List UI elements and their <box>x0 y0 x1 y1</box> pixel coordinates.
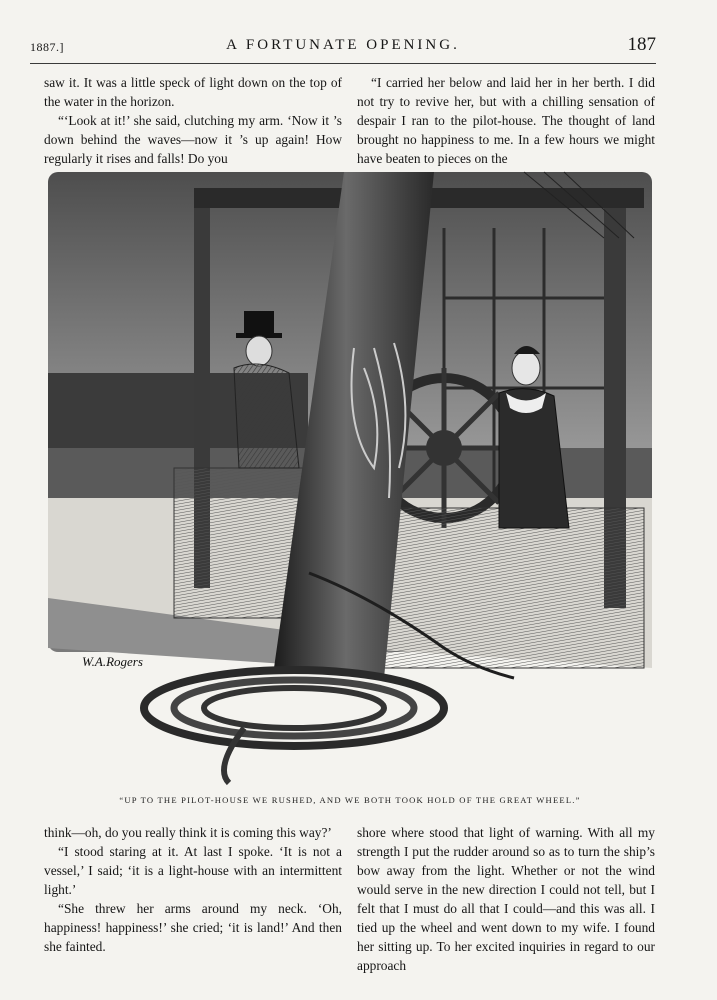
paragraph: “She threw her arms around my neck. ‘Oh, happiness! happiness!’ she cried; ‘it is land!’ And then she fainted. <box>44 901 342 954</box>
illustration-caption: “UP TO THE PILOT-HOUSE WE RUSHED, AND WE BOTH TOOK HOLD OF THE GREAT WHEEL.” <box>119 795 581 805</box>
paragraph: “‘Look at it!’ she said, clutching my arm. ‘Now it ’s down behind the waves—now it ’s up again! How regularly it rises and falls! Do you <box>44 113 342 166</box>
page-number: 187 <box>627 34 656 55</box>
paragraph: “I stood staring at it. At last I spoke. ‘It is not a vessel,’ I said; ‘it is a light-house with an intermittent light.’ <box>44 844 342 897</box>
coiled-rope <box>144 670 444 783</box>
illustration-pilot-house <box>44 168 656 788</box>
paragraph: think—oh, do you really think it is coming this way?’ <box>44 825 332 840</box>
text-column-bottom-left <box>44 823 342 956</box>
header-rule <box>30 63 656 64</box>
wall-panel <box>374 508 644 668</box>
running-header <box>30 34 656 64</box>
artist-signature: W.A.Rogers <box>82 654 143 669</box>
paragraph: saw it. It was a little speck of light down on the top of the water in the horizon. <box>44 75 342 109</box>
header-title: A FORTUNATE OPENING. <box>226 37 460 53</box>
paragraph: shore where stood that light of warning. With all my strength I put the rudder around so as to turn the ship’s bow away from the light. Whether or not the wind would serve in the new direction I could not tell, but I felt that I must do all that I could—and this was all. I tied up the wheel and went down to my wife. I found her sitting up. To her excited inquiries in regard to our approach <box>357 825 655 973</box>
text-column-bottom-right <box>357 823 655 975</box>
text-column-top-right <box>357 73 655 168</box>
text-column-top-left <box>44 73 342 168</box>
header-year: 1887.] <box>30 40 64 54</box>
paragraph: “I carried her below and laid her in her berth. I did not try to revive her, but with a chilling sensation of despair I ran to the pilot-house. The thought of land brought no happiness to me. In a few hours we might have beaten to pieces on the <box>357 75 655 166</box>
